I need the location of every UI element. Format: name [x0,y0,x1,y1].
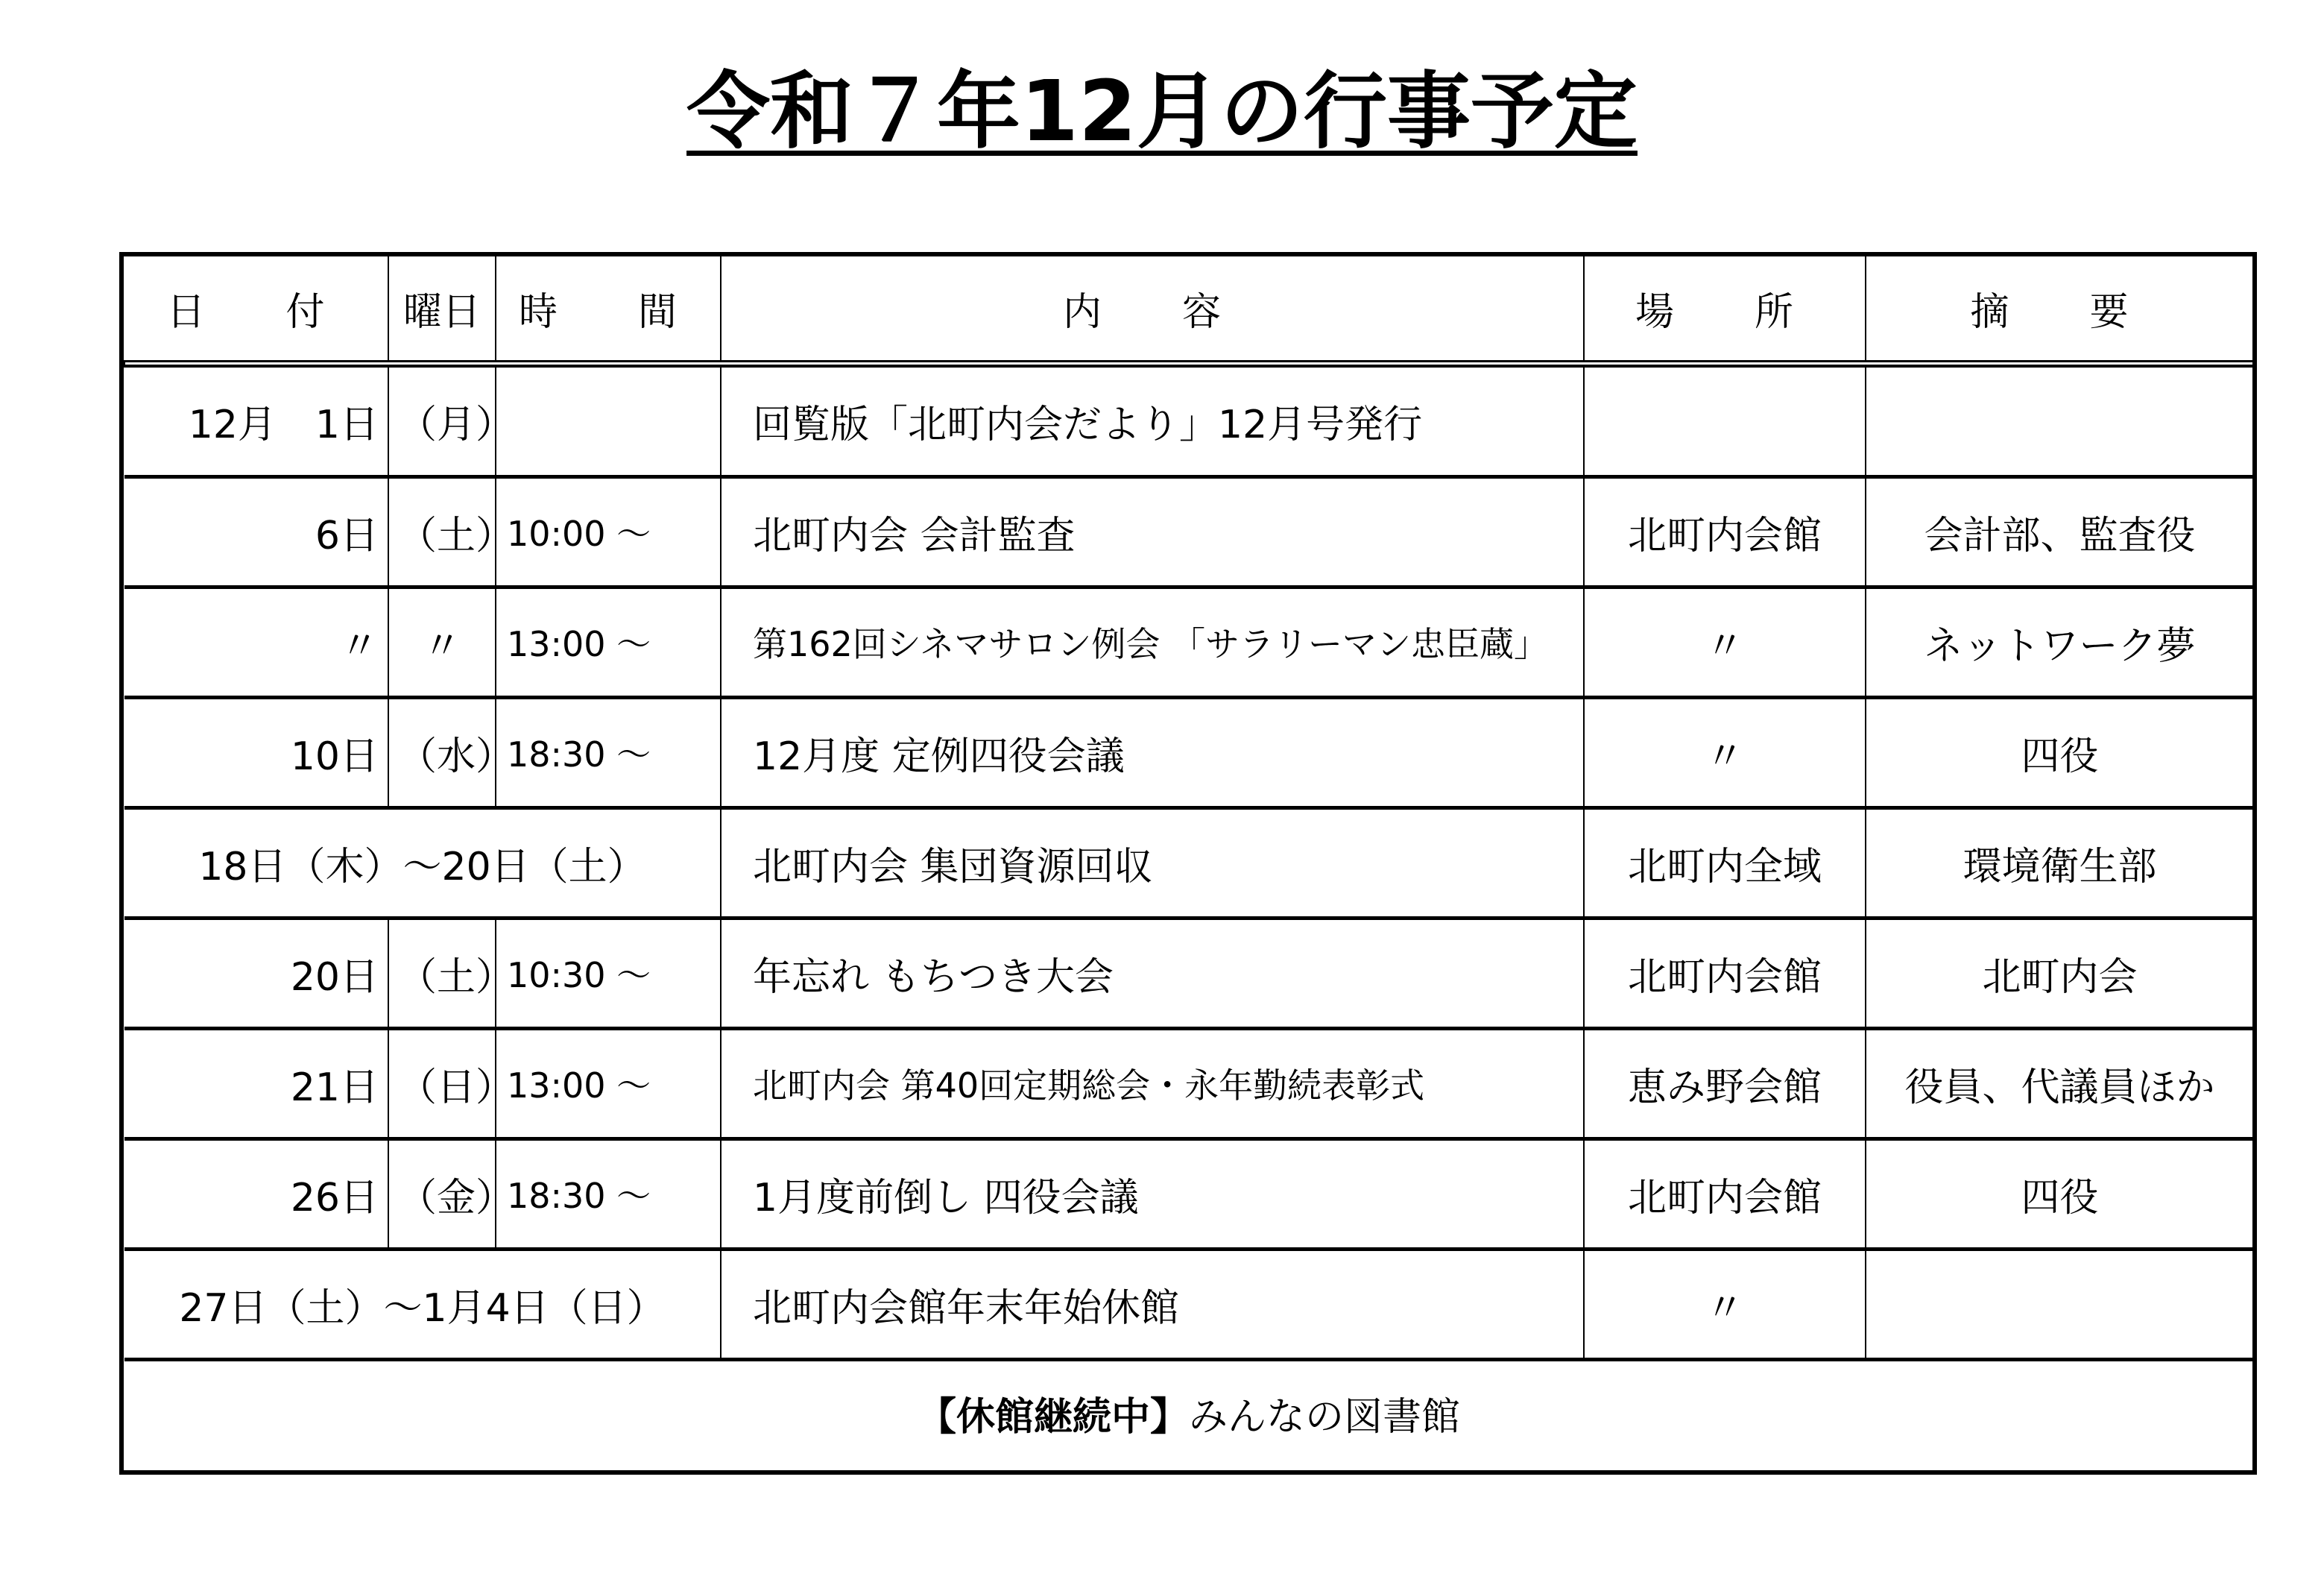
time-cell: 10:30 ～ [496,918,721,1028]
place-cell: 北町内会館 [1584,1138,1866,1249]
page-title [0,60,2324,164]
place-cell: 北町内会館 [1584,918,1866,1028]
note-cell [1866,1249,2253,1359]
date-cell: 10日 [124,697,388,807]
table-row [124,1028,2253,1138]
table-row [124,1249,2253,1359]
content-cell: 回覧版「北町内会だより」12月号発行 [721,366,1584,476]
weekday-cell: （月） [388,366,496,476]
place-cell [1584,366,1866,476]
place-cell: 北町内会館 [1584,476,1866,587]
content-cell: 12月度 定例四役会議 [721,697,1584,807]
footer-label: 【休館継続中】 [917,1394,1189,1440]
header-date: 日 付 [124,256,388,361]
footer-cell [124,1359,2253,1465]
title-text: 令和７年12月の行事予定 [686,63,1638,160]
weekday-cell: （土） [388,476,496,587]
weekday-cell: （日） [388,1028,496,1138]
place-cell: 恵み野会館 [1584,1028,1866,1138]
table-row [124,366,2253,476]
header-content: 内 容 [721,256,1584,361]
date-cell: 6日 [124,476,388,587]
time-cell: 13:00 ～ [496,587,721,697]
header-weekday: 曜日 [388,256,496,361]
content-cell: 北町内会 第40回定期総会・永年勤続表彰式 [721,1028,1584,1138]
header-time: 時 間 [496,256,721,361]
note-cell: ネットワーク夢 [1866,587,2253,697]
date-cell: 20日 [124,918,388,1028]
date-cell: 21日 [124,1028,388,1138]
note-cell: 役員、代議員ほか [1866,1028,2253,1138]
time-cell: 18:30 ～ [496,1138,721,1249]
table-row [124,476,2253,587]
note-cell: 環境衛生部 [1866,807,2253,918]
divider [124,361,2253,366]
content-cell: 北町内会館年末年始休館 [721,1249,1584,1359]
schedule-table [119,252,2257,1475]
note-cell: 北町内会 [1866,918,2253,1028]
weekday-cell: （水） [388,697,496,807]
date-range-cell: 27日（土）～1月4日（日） [124,1249,721,1359]
header-divider [124,361,2253,366]
table-row [124,918,2253,1028]
date-cell: 12月 1日 [124,366,388,476]
content-cell: 年忘れ もちつき大会 [721,918,1584,1028]
table-row [124,587,2253,697]
place-cell: 〃 [1584,697,1866,807]
content-cell: 1月度前倒し 四役会議 [721,1138,1584,1249]
footer-text: みんなの図書館 [1189,1394,1461,1440]
note-cell [1866,366,2253,476]
content-cell: 北町内会 集団資源回収 [721,807,1584,918]
time-cell [496,366,721,476]
content-cell: 北町内会 会計監査 [721,476,1584,587]
footer-row [124,1359,2253,1465]
date-cell: 〃 [124,587,388,697]
table-header-row [124,256,2253,361]
content-cell: 第162回シネマサロン例会 「サラリーマン忠臣蔵」 [721,587,1584,697]
note-cell: 四役 [1866,697,2253,807]
table-row [124,1138,2253,1249]
time-cell: 10:00 ～ [496,476,721,587]
weekday-cell: （金） [388,1138,496,1249]
weekday-cell: 〃 [388,587,496,697]
place-cell: 〃 [1584,587,1866,697]
time-cell: 13:00 ～ [496,1028,721,1138]
note-cell: 四役 [1866,1138,2253,1249]
place-cell: 北町内全域 [1584,807,1866,918]
header-place: 場 所 [1584,256,1866,361]
header-note: 摘 要 [1866,256,2253,361]
weekday-cell: （土） [388,918,496,1028]
table-row [124,807,2253,918]
table-row [124,697,2253,807]
place-cell: 〃 [1584,1249,1866,1359]
date-cell: 26日 [124,1138,388,1249]
date-range-cell: 18日（木）～20日（土） [124,807,721,918]
note-cell: 会計部、監査役 [1866,476,2253,587]
time-cell: 18:30 ～ [496,697,721,807]
